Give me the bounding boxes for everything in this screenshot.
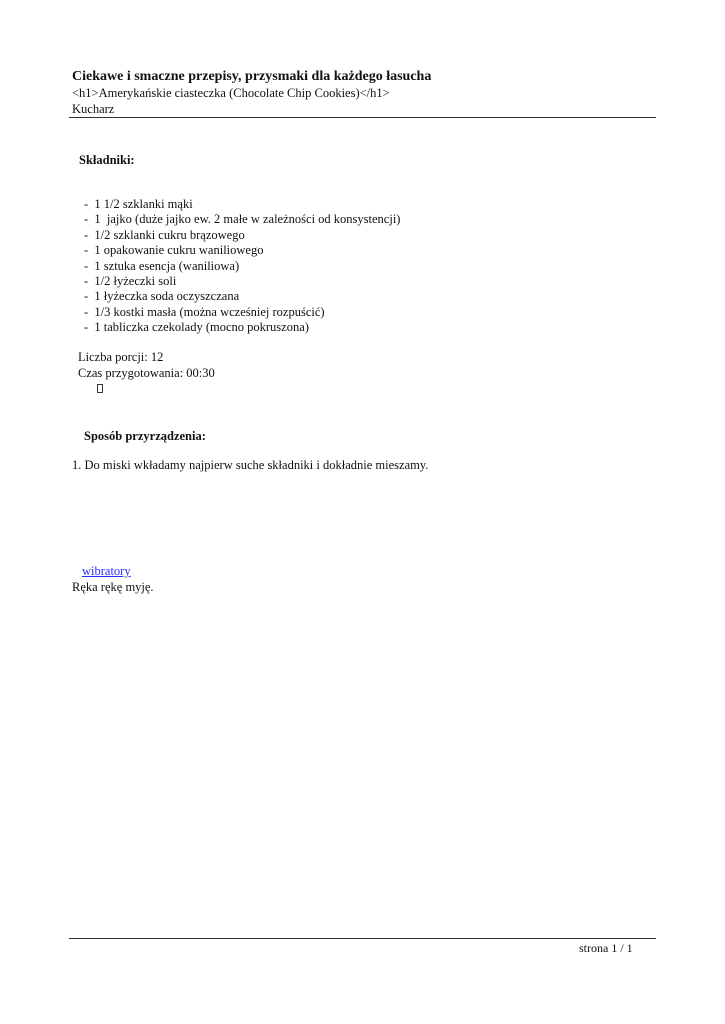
category-label: Kucharz bbox=[72, 102, 115, 116]
document-header bbox=[72, 68, 632, 117]
servings-text: Liczba porcji: 12 bbox=[78, 350, 164, 364]
recipe-title: <h1>Amerykańskie ciasteczka (Chocolate Chip Cookies)</h1> bbox=[72, 86, 390, 100]
ingredient-item: - 1 opakowanie cukru waniliowego bbox=[84, 243, 264, 258]
ingredient-item: - 1 1/2 szklanki mąki bbox=[84, 197, 193, 211]
header-divider bbox=[69, 117, 656, 118]
site-title: Ciekawe i smaczne przepisy, przysmaki dla każdego łasucha bbox=[72, 69, 432, 84]
footer-divider bbox=[69, 938, 656, 939]
ingredient-item: - 1/3 kostki masła (można wcześniej rozpuścić) bbox=[84, 304, 325, 319]
ingredient-item: - 1/2 szklanki cukru brązowego bbox=[84, 227, 245, 242]
footer-note: Ręka rękę myję. bbox=[72, 580, 154, 594]
ingredient-item: - 1 łyżeczka soda oczyszczana bbox=[84, 289, 240, 304]
ingredient-item: - 1 sztuka esencja (waniliowa) bbox=[84, 258, 240, 273]
method-step: 1. Do miski wkładamy najpierw suche składniki i dokładnie mieszamy. bbox=[72, 458, 429, 472]
ingredients-heading: Składniki: bbox=[79, 153, 135, 167]
ingredients-list bbox=[84, 197, 400, 336]
ingredient-item: - 1 jajko (duże jajko ew. 2 małe w zależności od konsystencji) bbox=[84, 212, 401, 227]
prep-time-text: Czas przygotowania: 00:30 bbox=[78, 365, 215, 380]
page-number: strona 1 / 1 bbox=[579, 941, 633, 955]
ingredient-item: - 1/2 łyżeczki soli bbox=[84, 274, 177, 289]
recipe-meta bbox=[78, 350, 215, 381]
missing-glyph-icon bbox=[97, 384, 103, 393]
ingredient-item: - 1 tabliczka czekolady (mocno pokruszona) bbox=[84, 320, 309, 335]
method-heading: Sposób przyrządzenia: bbox=[84, 429, 206, 443]
ad-link[interactable]: wibratory bbox=[82, 564, 131, 578]
